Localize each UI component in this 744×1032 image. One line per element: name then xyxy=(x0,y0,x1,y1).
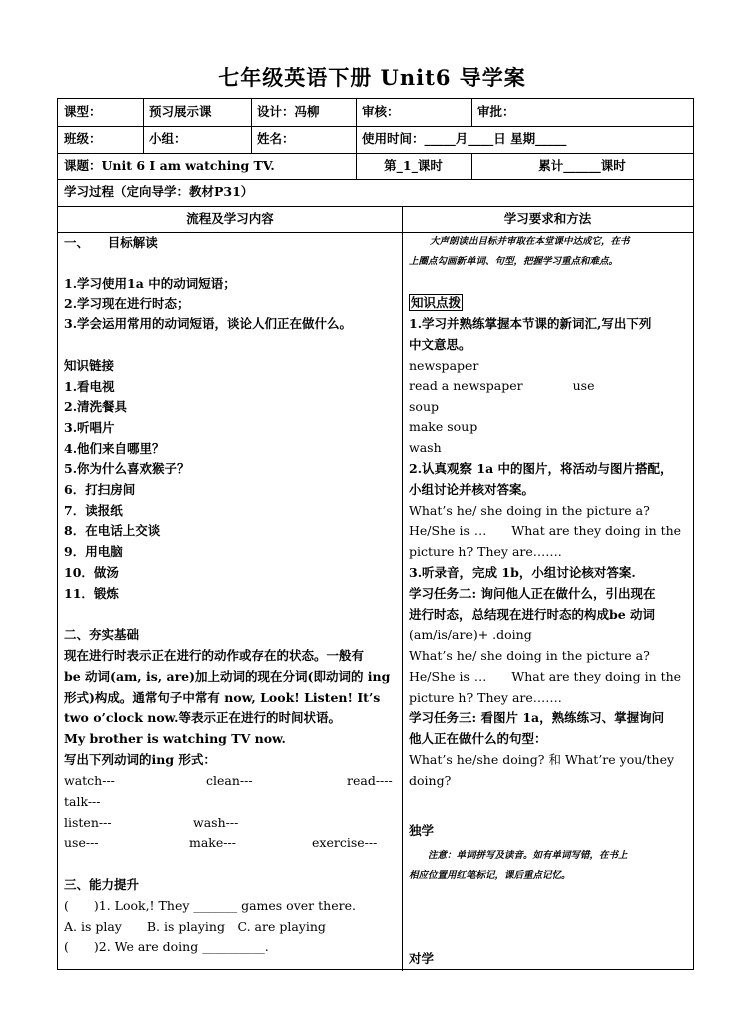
col-divider xyxy=(251,99,252,153)
learning-process: 学习过程（定向导学：教材P31） xyxy=(64,184,254,199)
knowledge-link-title: 知识链接 xyxy=(64,358,115,373)
link-item: 2.清洗餐具 xyxy=(64,399,128,414)
right-text: doing? xyxy=(409,773,452,788)
basics-text: be 动词(am, is, are)加上动词的现在分词(即动词的 ing xyxy=(64,669,391,684)
knowledge-tips-title: 知识点拨 xyxy=(411,295,462,310)
ing-blank: watch--- xyxy=(64,773,115,788)
link-item: 6．打扫房间 xyxy=(64,482,136,497)
group-label: 小组： xyxy=(149,131,187,146)
col-divider xyxy=(402,206,403,971)
right-text: 小组讨论并核对答案。 xyxy=(409,482,535,497)
link-item: 5.你为什么喜欢猴子？ xyxy=(64,461,190,476)
right-column-header: 学习要求和方法 xyxy=(503,211,592,226)
row-divider xyxy=(58,179,693,180)
reviewer: 审核： xyxy=(362,104,400,119)
right-text: wash xyxy=(409,440,442,455)
question-2: ( )2. We are doing __________. xyxy=(64,939,269,954)
right-text: He/She is … What are they doing in the xyxy=(409,523,682,538)
ing-blank: exercise--- xyxy=(312,835,378,850)
basics-text: two o’clock now.等表示正在进行的时间状语。 xyxy=(64,710,342,725)
basics-text: 现在进行时表示正在进行的动作或存在的状态。一般有 xyxy=(64,648,365,663)
spelling-note: 相应位置用红笔标记，课后重点记忆。 xyxy=(409,870,571,881)
basics-title: 二、夯实基础 xyxy=(64,627,140,642)
ability-title: 三、能力提升 xyxy=(64,877,140,892)
right-text: 他人正在做什么的句型： xyxy=(409,731,547,746)
lesson-type-value: 预习展示课 xyxy=(149,104,212,119)
link-item: 9．用电脑 xyxy=(64,544,123,559)
ing-blank: use--- xyxy=(64,835,99,850)
ing-blank: read---- xyxy=(347,773,393,788)
solo-study-label: 独学 xyxy=(409,823,435,838)
right-text: What’s he/she doing? 和 What’re you/they xyxy=(409,752,675,767)
link-item: 11．锻炼 xyxy=(64,586,119,601)
link-item: 4.他们来自哪里？ xyxy=(64,441,165,456)
question-1-options: A. is play B. is playing C. are playing xyxy=(64,919,326,934)
link-item: 8．在电话上交谈 xyxy=(64,523,161,538)
spelling-note: 注意：单词拼写及读音。如有单词写错，在书上 xyxy=(428,850,628,861)
goal-item: 1.学习使用1a 中的动词短语； xyxy=(64,276,236,291)
goal-item: 3.学会运用常用的动词短语，谈论人们正在做什么。 xyxy=(64,316,353,331)
right-text: soup xyxy=(409,399,439,414)
basics-text: My brother is watching TV now. xyxy=(64,731,286,746)
usage-time: 使用时间：_____月____日 星期_____ xyxy=(362,131,567,146)
col-divider xyxy=(356,99,357,153)
lesson-type-label: 课型： xyxy=(64,104,102,119)
lesson-topic: 课题：Unit 6 I am watching TV. xyxy=(64,158,275,173)
ing-blank: talk--- xyxy=(64,794,101,809)
approver: 审批： xyxy=(477,104,515,119)
ing-blank: listen--- xyxy=(64,815,112,830)
instruction-note: 上圈点勾画新单词、句型，把握学习重点和难点。 xyxy=(409,256,619,267)
link-item: 7．读报纸 xyxy=(64,503,123,518)
right-text: make soup xyxy=(409,419,478,434)
link-item: 3.听唱片 xyxy=(64,420,115,435)
name-label: 姓名： xyxy=(257,131,295,146)
right-text: picture h? They are……. xyxy=(409,544,562,559)
link-item: 10．做汤 xyxy=(64,565,119,580)
pair-study-label: 对学 xyxy=(409,951,435,966)
right-text: read a newspaper use xyxy=(409,378,595,393)
right-text: He/She is … What are they doing in the xyxy=(409,669,682,684)
ing-blank: clean--- xyxy=(206,773,253,788)
right-text: 1.学习并熟练掌握本节课的新词汇,写出下列 xyxy=(409,316,652,331)
right-text: 学习任务三: 看图片 1a，熟练练习、掌握询问 xyxy=(409,710,665,725)
col-divider xyxy=(471,99,472,126)
instruction-note: 大声朗读出目标并审取在本堂课中达成它，在书 xyxy=(430,236,630,247)
right-text: picture h? They are……. xyxy=(409,690,562,705)
ing-blank: make--- xyxy=(189,835,236,850)
goals-title: 一、 目标解读 xyxy=(64,235,158,250)
right-text: 2.认真观察 1a 中的图片，将活动与图片搭配， xyxy=(409,461,673,476)
page-title: 七年级英语下册 Unit6 导学案 xyxy=(218,65,526,90)
row-divider xyxy=(58,126,693,127)
row-divider xyxy=(58,206,693,207)
right-text: (am/is/are)+ .doing xyxy=(409,627,532,642)
question-1: ( )1. Look,! They _______ games over there. xyxy=(64,898,356,913)
ing-blank: wash--- xyxy=(193,815,239,830)
class-label: 班级： xyxy=(64,131,102,146)
study-guide-table xyxy=(57,98,694,970)
goal-item: 2.学习现在进行时态； xyxy=(64,296,190,311)
designer: 设计：冯柳 xyxy=(257,104,320,119)
right-text: What’s he/ she doing in the picture a? xyxy=(409,503,650,518)
total-periods: 累计______课时 xyxy=(538,158,626,173)
right-text: newspaper xyxy=(409,358,479,373)
right-text: 进行时态，总结现在进行时态的构成be 动词 xyxy=(409,607,656,622)
right-text: 学习任务二: 询问他人正在做什么，引出现在 xyxy=(409,586,656,601)
lesson-period: 第_1_课时 xyxy=(384,158,443,173)
link-item: 1.看电视 xyxy=(64,379,115,394)
right-text: 中文意思。 xyxy=(409,337,472,352)
col-divider xyxy=(143,99,144,153)
right-text: What’s he/ she doing in the picture a? xyxy=(409,648,650,663)
row-divider xyxy=(58,153,693,154)
basics-text: 形式)构成。通常句子中常有 now, Look! Listen! It’s xyxy=(64,690,381,705)
basics-text: 写出下列动词的ing 形式： xyxy=(64,752,216,767)
right-text: 3.听录音，完成 1b，小组讨论核对答案. xyxy=(409,565,636,580)
left-column-header: 流程及学习内容 xyxy=(186,211,274,226)
